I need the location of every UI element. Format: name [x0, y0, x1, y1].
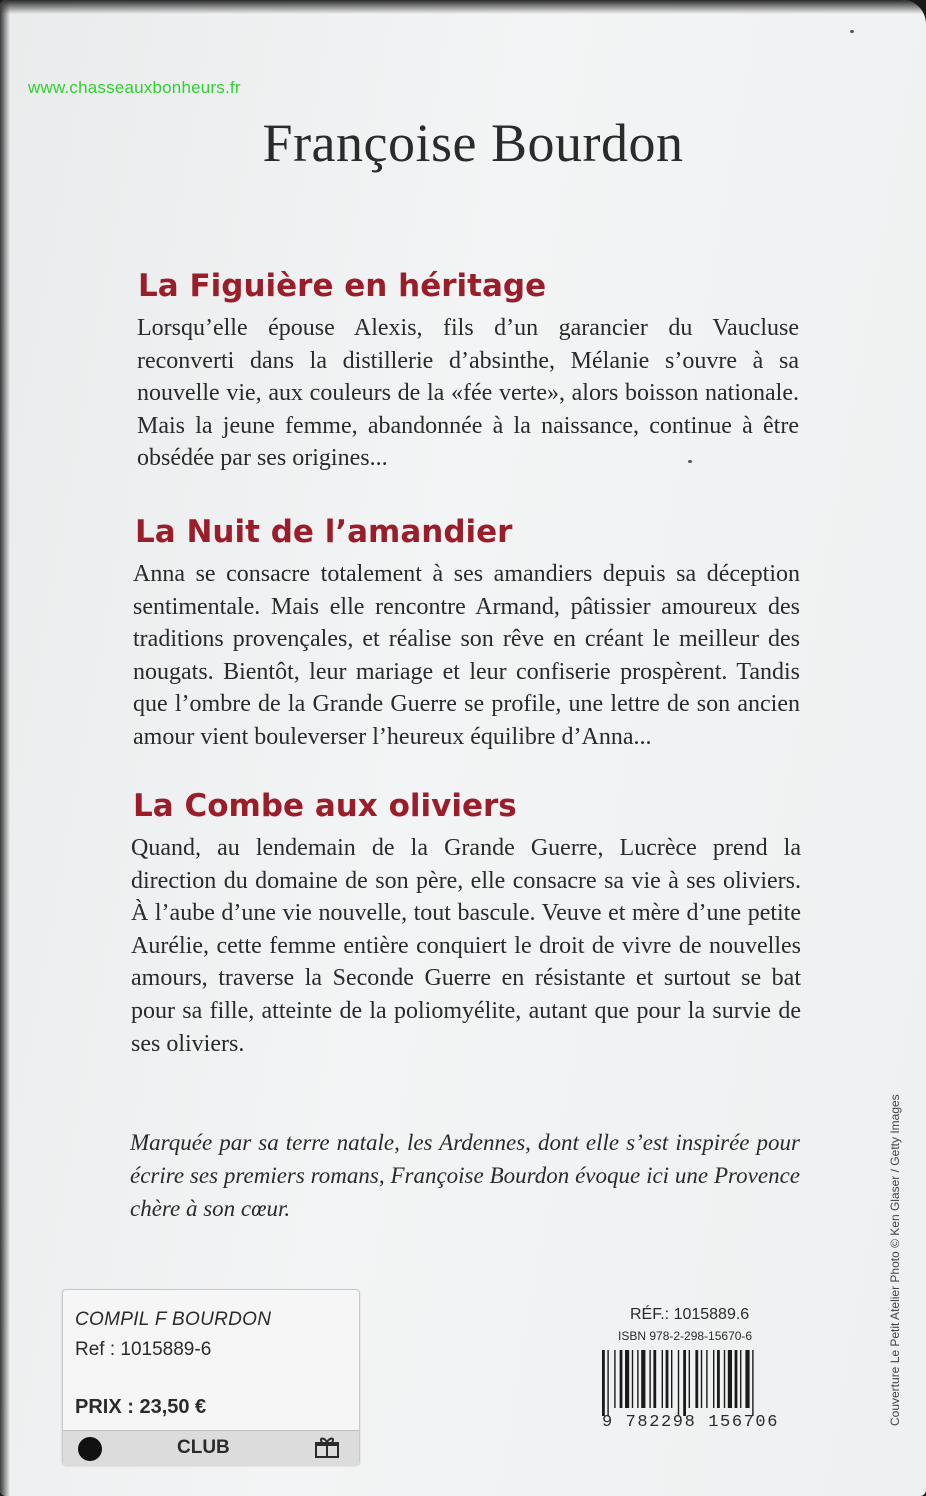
section-title: La Nuit de l’amandier	[135, 514, 513, 550]
club-label: CLUB	[177, 1437, 230, 1458]
section-la-nuit	[0, 512, 926, 754]
watermark-url: www.chasseauxbonheurs.fr	[28, 78, 241, 97]
section-body: Quand, au lendemain de la Grande Guerre, Lucrèce prend la direction du domaine de son père, elle consacre sa vie à ses oliviers. À l’aube d’une vie nouvelle, tout bascule. Veuve et mère d’une petite Aurélie, cette femme entière conquiert le droit de vivre de nouvelles amours, traverse la Seconde Guerre en résistante et surtout se bat pour sa fille, atteinte de la poliomyélite, autant que pour la survie de ses oliviers.	[131, 835, 801, 1057]
author-blurb: Marquée par sa terre natale, les Ardennes, dont elle s’est inspirée pour écrire ses premiers romans, Françoise Bourdon évoque ici une Provence chère à son cœur.	[130, 1130, 800, 1221]
cover-top-edge	[0, 0, 926, 14]
sticker-price: PRIX : 23,50 €	[75, 1396, 207, 1418]
cover-credit: Couverture Le Petit Atelier Photo © Ken Glaser / Getty Images	[888, 1094, 902, 1426]
section-la-figuiere	[0, 266, 926, 475]
barcode-digits: 9 782298 156706	[602, 1413, 780, 1432]
section-body: Anna se consacre totalement à ses amandiers depuis sa déception sentimentale. Mais elle rencontre Armand, pâtissier amoureux des traditions provençales, et réalise son rêve en créant le meilleur des nougats. Bientôt, leur mariage et leur confiserie prospèrent. Tandis que l’ombre de la Grande Guerre se profile, une lettre de son ancien amour vient bouleverser l’heureux équilibre d’Anna...	[133, 561, 800, 750]
sticker-title: COMPIL F BOURDON	[75, 1309, 272, 1330]
club-dot-icon	[78, 1437, 102, 1461]
section-title: La Figuière en héritage	[138, 268, 547, 304]
section-body: Lorsqu’elle épouse Alexis, fils d’un garancier du Vaucluse reconverti dans la distillerie d’absinthe, Mélanie s’ouvre à sa nouvelle vie, aux couleurs de la «fée verte», alors boisson nationale. Mais la jeune femme, abandonnée à la naissance, continue à être obsédée par ses origines...	[137, 315, 799, 472]
barcode-ref: RÉF.: 1015889.6	[630, 1306, 750, 1323]
section-la-combe	[0, 786, 926, 1060]
gift-icon	[314, 1436, 340, 1458]
cover-speck	[850, 30, 854, 33]
barcode-block	[600, 1306, 790, 1432]
barcode-icon	[600, 1350, 786, 1416]
author-name: Françoise Bourdon	[262, 113, 684, 173]
isbn-number: ISBN 978-2-298-15670-6	[618, 1329, 753, 1343]
section-title: La Combe aux oliviers	[133, 788, 517, 824]
sticker-club-band	[63, 1430, 359, 1465]
sticker-ref: Ref : 1015889-6	[75, 1339, 212, 1360]
price-sticker	[62, 1289, 360, 1465]
